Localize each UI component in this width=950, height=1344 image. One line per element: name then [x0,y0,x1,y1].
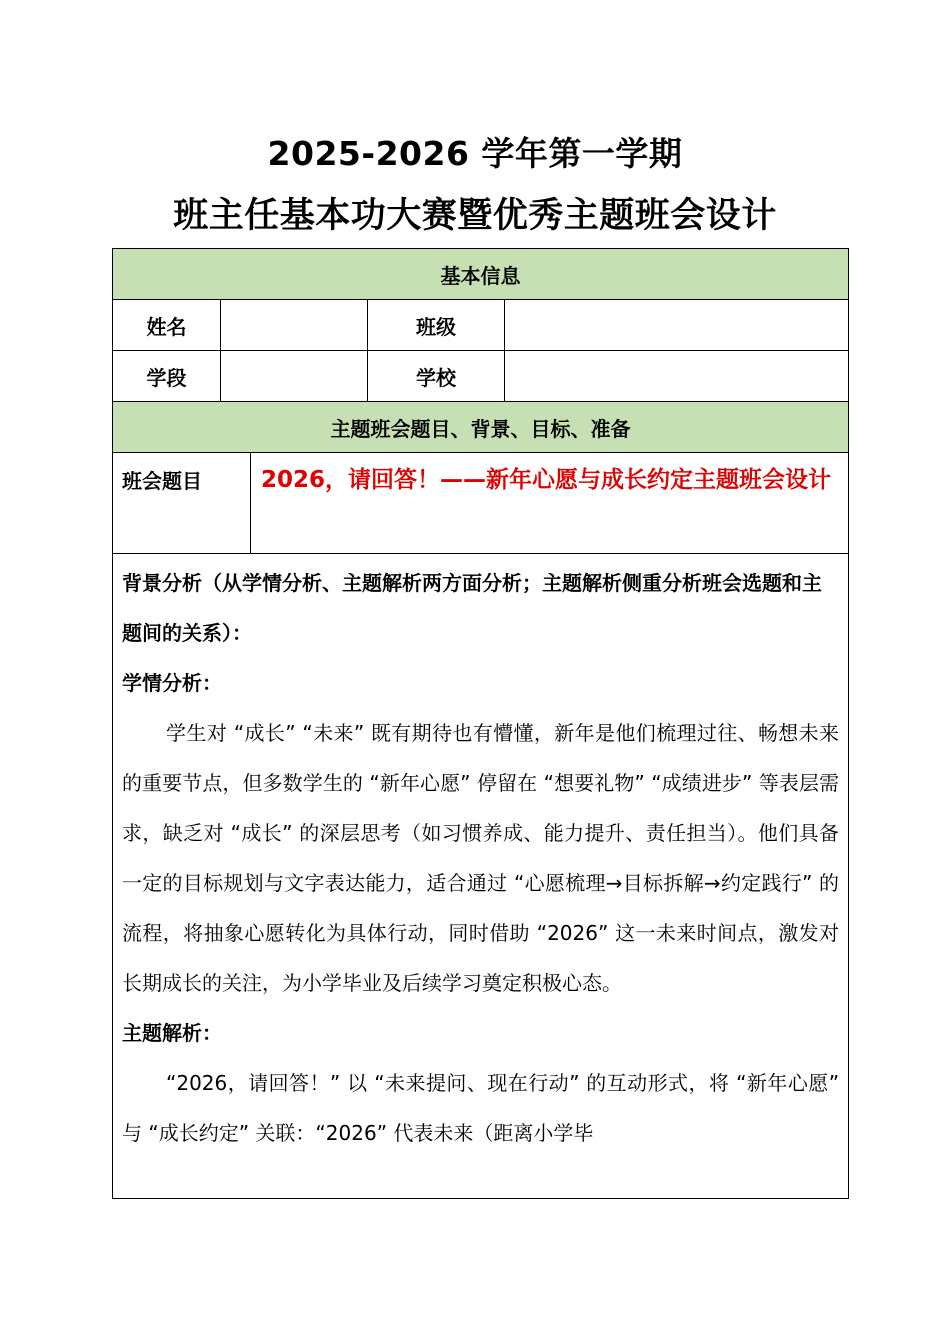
topic-value: 2026，请回答！——新年心愿与成长约定主题班会设计 [251,453,849,554]
theme-analysis-heading: 主题解析： [122,1021,222,1045]
topic-label: 班会题目 [113,453,251,554]
section-header-topic-background: 主题班会题目、背景、目标、准备 [113,402,849,453]
stage-field[interactable] [221,351,368,402]
class-field[interactable] [505,300,849,351]
school-field[interactable] [505,351,849,402]
name-field[interactable] [221,300,368,351]
theme-analysis-text: “2026，请回答！” 以 “未来提问、现在行动” 的互动形式，将 “新年心愿” 与 “成长约定” 关联：“2026” 代表未来（距离小学毕 [122,1071,840,1145]
background-analysis-cell [113,554,849,1199]
title-line-1: 2025-2026 学年第一学期 [267,134,683,173]
school-label: 学校 [368,351,505,402]
class-label: 班级 [368,300,505,351]
title-line-2: 班主任基本功大赛暨优秀主题班会设计 [173,196,777,236]
stage-label: 学段 [113,351,221,402]
name-label: 姓名 [113,300,221,351]
student-analysis-heading: 学情分析： [122,671,222,695]
class-meeting-form-table [112,248,849,1199]
student-analysis-text: 学生对 “成长” “未来” 既有期待也有懵懂，新年是他们梳理过往、畅想未来的重要节点，但多数学生的 “新年心愿” 停留在 “想要礼物” “成绩进步” 等表层需求，缺乏对 “成长” 的深层思考（如习惯养成、能力提升、责任担当）。他们具备一定的目标规划与文字表达能力，适合通过 “心愿梳理→目标拆解→约定践行” 的流程，将抽象心愿转化为具体行动，同时借助 “2026” 这一未来时间点，激发对长期成长的关注，为小学毕业及后续学习奠定积极心态。 [122,721,840,995]
section-header-basic-info: 基本信息 [113,249,849,300]
background-heading: 背景分析（从学情分析、主题解析两方面分析；主题解析侧重分析班会选题和主题间的关系）： [122,571,822,645]
document-title [0,125,950,245]
